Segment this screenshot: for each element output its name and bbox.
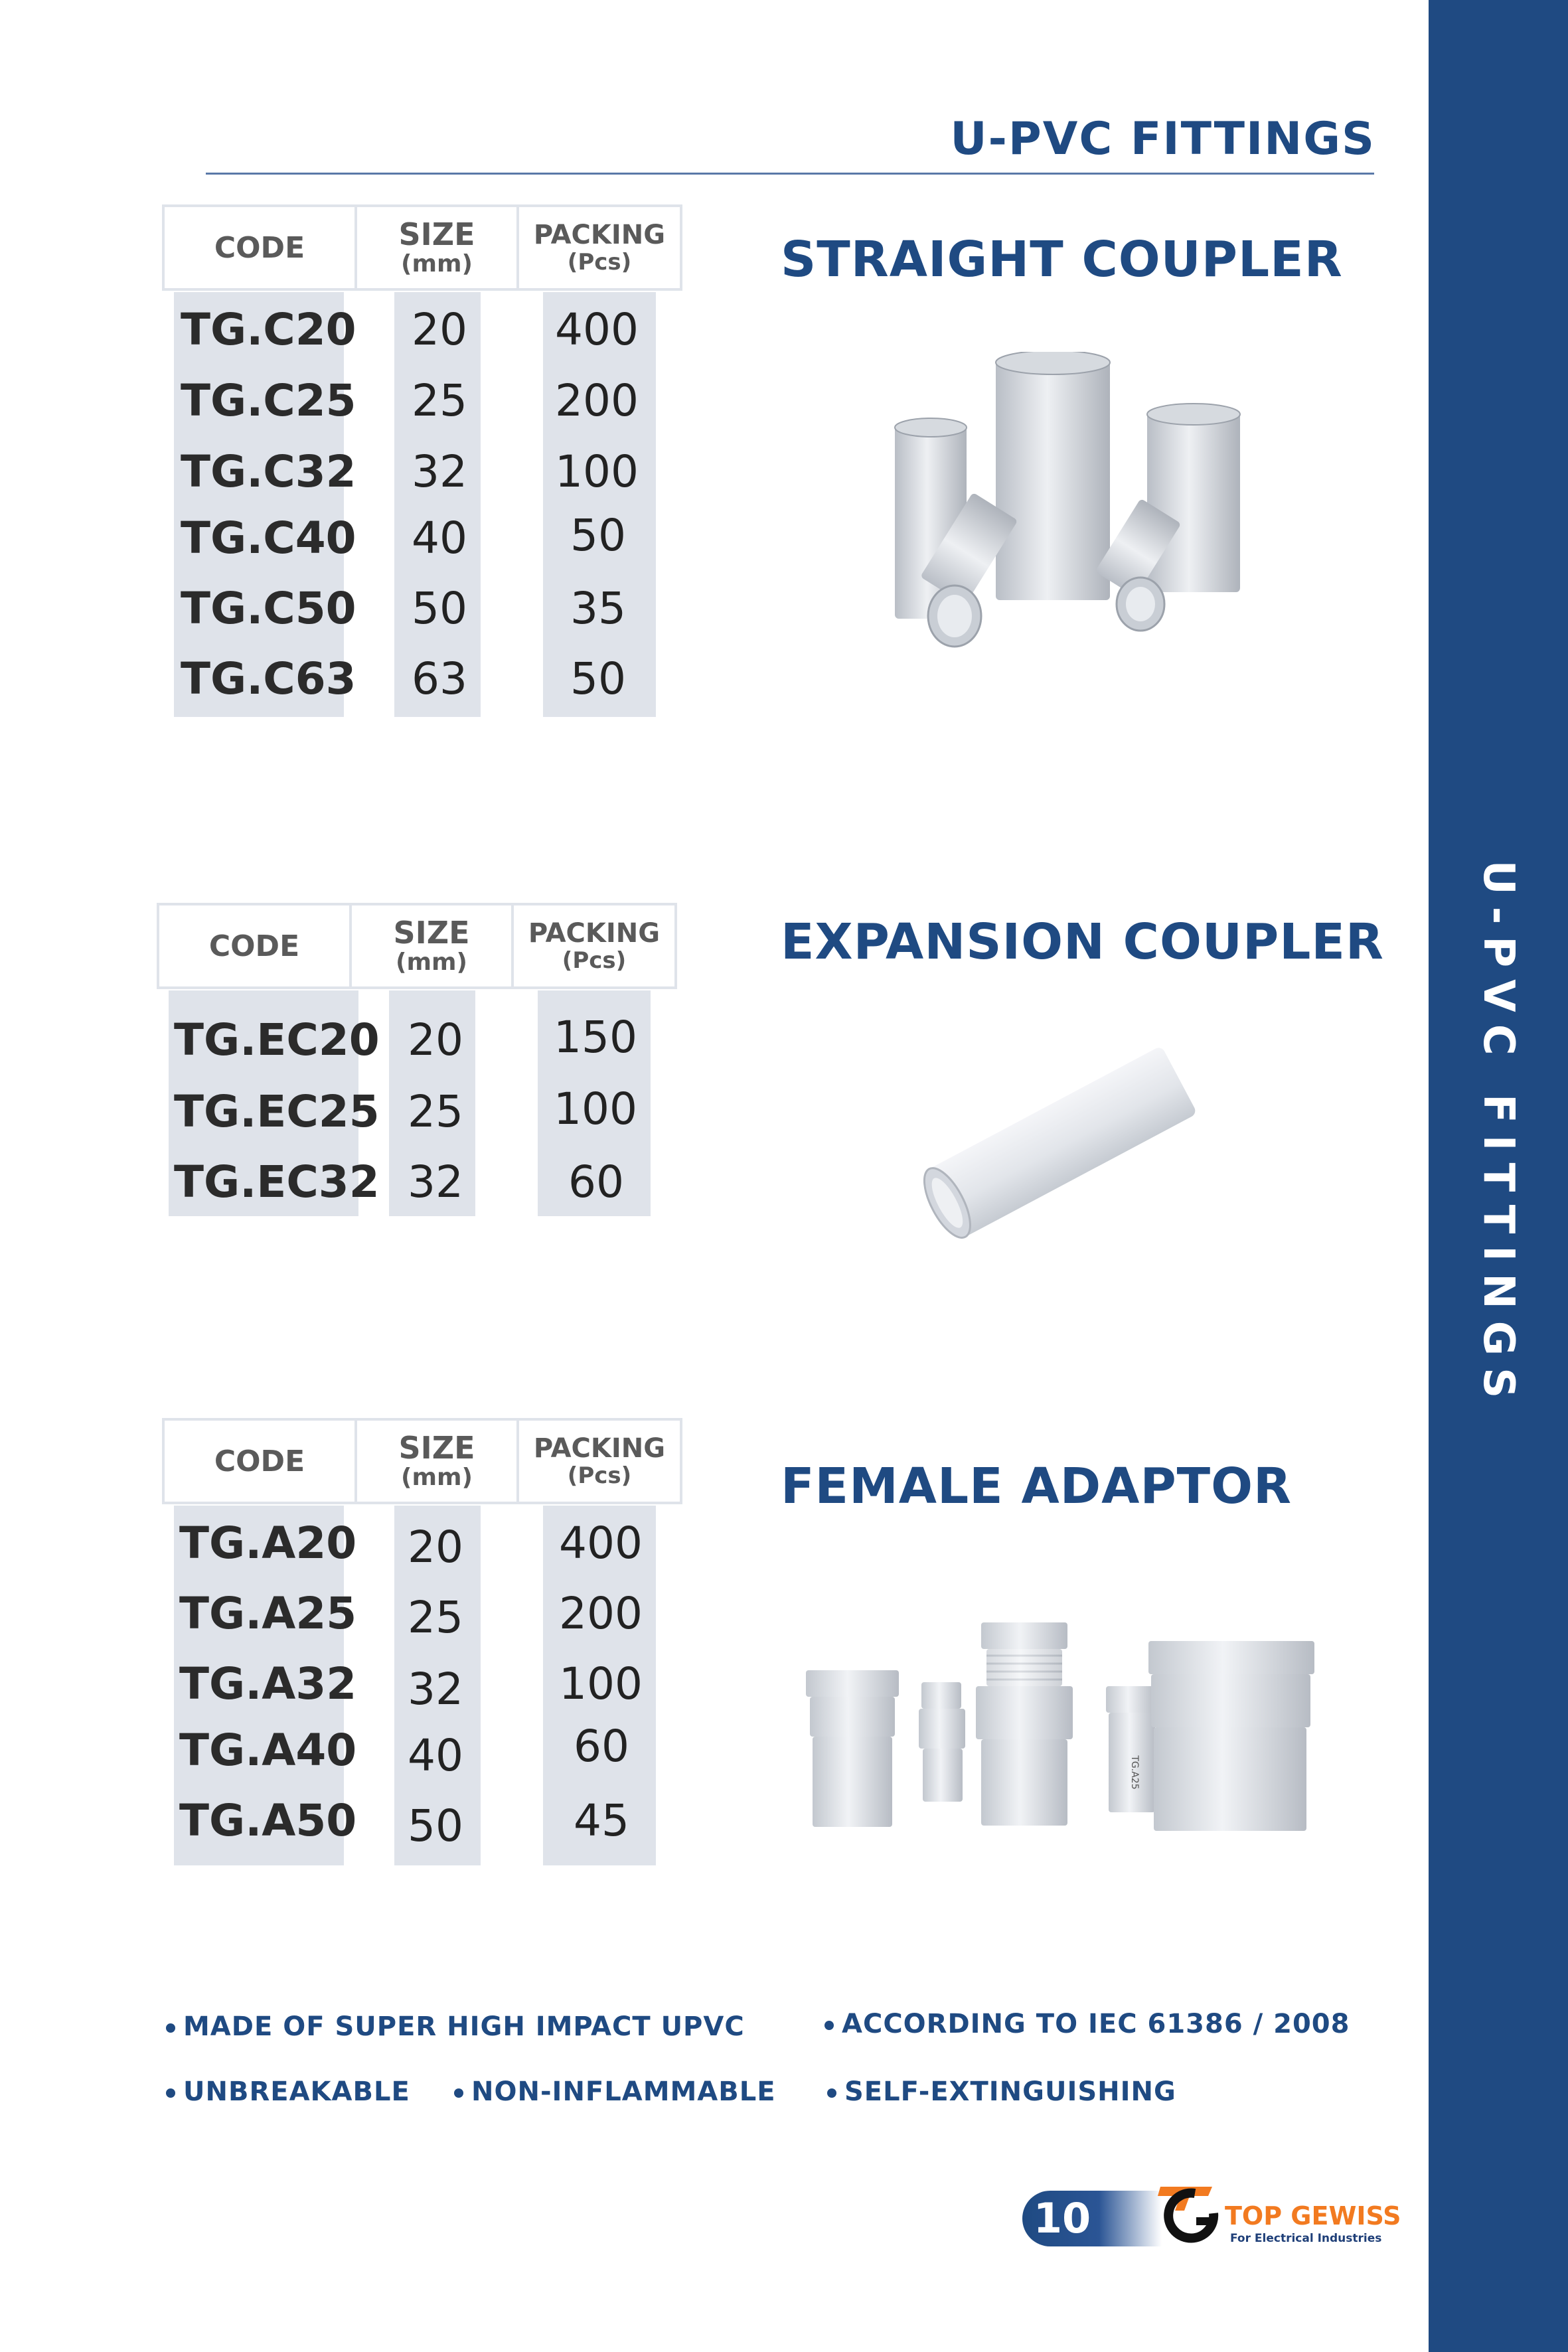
size-header xyxy=(352,905,514,986)
expansion-coupler-table xyxy=(157,903,674,1221)
code-header: CODE xyxy=(165,1421,357,1502)
table-row-size: 40 xyxy=(408,1730,463,1781)
table-row-code: TG.A40 xyxy=(179,1725,357,1776)
page-number: 10 xyxy=(1033,2194,1091,2242)
brand-tagline: For Electrical Industries xyxy=(1230,2232,1382,2245)
title-divider xyxy=(206,173,1374,175)
straight-coupler-table xyxy=(162,204,680,722)
table-row-packing: 100 xyxy=(555,446,639,497)
size-unit: (mm) xyxy=(396,949,467,976)
table-header xyxy=(162,1418,682,1504)
feature-item xyxy=(824,2009,1350,2039)
table-row-packing: 35 xyxy=(570,583,626,634)
side-title: U-PVC FITTINGS xyxy=(1474,860,1523,1411)
female-adaptor-image xyxy=(797,1613,1314,1839)
size-label: SIZE xyxy=(398,1430,475,1466)
size-label: SIZE xyxy=(398,216,475,252)
packing-unit: (Pcs) xyxy=(562,947,627,974)
table-row-code: TG.A32 xyxy=(179,1658,357,1709)
table-row-code: TG.C63 xyxy=(181,653,356,704)
female-adaptor-title: FEMALE ADAPTOR xyxy=(781,1458,1293,1515)
code-header: CODE xyxy=(159,905,352,986)
feature-text: MADE OF SUPER HIGH IMPACT UPVC xyxy=(183,2011,745,2042)
feature-item xyxy=(166,2011,745,2042)
feature-text: UNBREAKABLE xyxy=(183,2077,410,2107)
table-row-size: 25 xyxy=(412,375,467,426)
table-row-packing: 60 xyxy=(568,1156,624,1208)
top-gewiss-logo-icon xyxy=(1155,2179,1228,2252)
packing-header xyxy=(519,1421,680,1502)
feature-item xyxy=(166,2077,410,2107)
table-row-packing: 100 xyxy=(559,1658,643,1709)
straight-coupler-image xyxy=(876,352,1261,670)
table-row-packing: 50 xyxy=(570,510,626,561)
table-row-packing: 45 xyxy=(574,1795,629,1846)
bullet-icon xyxy=(454,2088,463,2098)
expansion-coupler-image xyxy=(909,1029,1215,1255)
packing-header xyxy=(519,207,680,288)
table-row-size: 63 xyxy=(412,653,467,704)
brand-name: TOP GEWISS xyxy=(1225,2201,1401,2231)
feature-text: SELF-EXTINGUISHING xyxy=(844,2077,1176,2107)
table-row-packing: 200 xyxy=(559,1588,643,1639)
adaptor-imprint: TG.A25 xyxy=(1129,1755,1140,1790)
table-row-packing: 100 xyxy=(554,1083,637,1135)
table-row-size: 32 xyxy=(408,1156,463,1208)
table-row-code: TG.C25 xyxy=(181,375,356,426)
size-label: SIZE xyxy=(393,915,470,951)
bullet-icon xyxy=(827,2088,836,2098)
feature-text: NON-INFLAMMABLE xyxy=(471,2077,776,2107)
table-row-code: TG.C32 xyxy=(181,446,356,497)
table-row-size: 20 xyxy=(408,1522,463,1573)
table-row-size: 50 xyxy=(412,583,467,634)
table-row-code: TG.A25 xyxy=(179,1588,357,1639)
table-row-code: TG.A20 xyxy=(179,1518,357,1569)
size-header xyxy=(357,1421,519,1502)
table-row-packing: 400 xyxy=(555,304,639,355)
straight-coupler-title: STRAIGHT COUPLER xyxy=(781,231,1343,288)
bullet-icon xyxy=(166,2088,175,2098)
feature-item xyxy=(827,2077,1176,2107)
table-row-size: 50 xyxy=(408,1800,463,1851)
bullet-icon xyxy=(166,2023,175,2033)
table-row-size: 25 xyxy=(408,1086,463,1137)
packing-label: PACKING xyxy=(533,1433,666,1464)
table-row-size: 32 xyxy=(408,1664,463,1715)
table-row-code: TG.C40 xyxy=(181,512,356,564)
page-title: U-PVC FITTINGS xyxy=(950,113,1375,165)
table-row-size: 40 xyxy=(412,512,467,564)
table-row-size: 20 xyxy=(408,1014,463,1065)
table-row-code: TG.EC20 xyxy=(174,1014,380,1065)
table-row-code: TG.C50 xyxy=(181,583,356,634)
table-row-code: TG.EC25 xyxy=(174,1086,380,1137)
table-row-size: 20 xyxy=(412,304,467,355)
packing-unit: (Pcs) xyxy=(567,249,632,275)
table-header xyxy=(162,204,682,291)
table-row-size: 32 xyxy=(412,446,467,497)
expansion-coupler-title: EXPANSION COUPLER xyxy=(781,913,1384,971)
bullet-icon xyxy=(824,2021,834,2030)
size-header xyxy=(357,207,519,288)
table-row-packing: 200 xyxy=(555,375,639,426)
packing-header xyxy=(514,905,674,986)
packing-label: PACKING xyxy=(528,918,661,949)
table-row-packing: 150 xyxy=(554,1012,637,1063)
table-header xyxy=(157,903,677,989)
size-unit: (mm) xyxy=(401,250,473,277)
table-row-packing: 60 xyxy=(574,1721,629,1772)
table-row-code: TG.EC32 xyxy=(174,1156,380,1208)
table-row-size: 25 xyxy=(408,1592,463,1643)
table-row-code: TG.A50 xyxy=(179,1795,357,1846)
table-row-packing: 50 xyxy=(570,653,626,704)
size-unit: (mm) xyxy=(401,1464,473,1491)
female-adaptor-table xyxy=(162,1418,680,1869)
feature-text: ACCORDING TO IEC 61386 / 2008 xyxy=(842,2009,1350,2039)
table-row-packing: 400 xyxy=(559,1518,643,1569)
packing-label: PACKING xyxy=(533,220,666,250)
feature-item xyxy=(454,2077,776,2107)
code-header: CODE xyxy=(165,207,357,288)
packing-unit: (Pcs) xyxy=(567,1462,632,1489)
table-row-code: TG.C20 xyxy=(181,304,356,355)
